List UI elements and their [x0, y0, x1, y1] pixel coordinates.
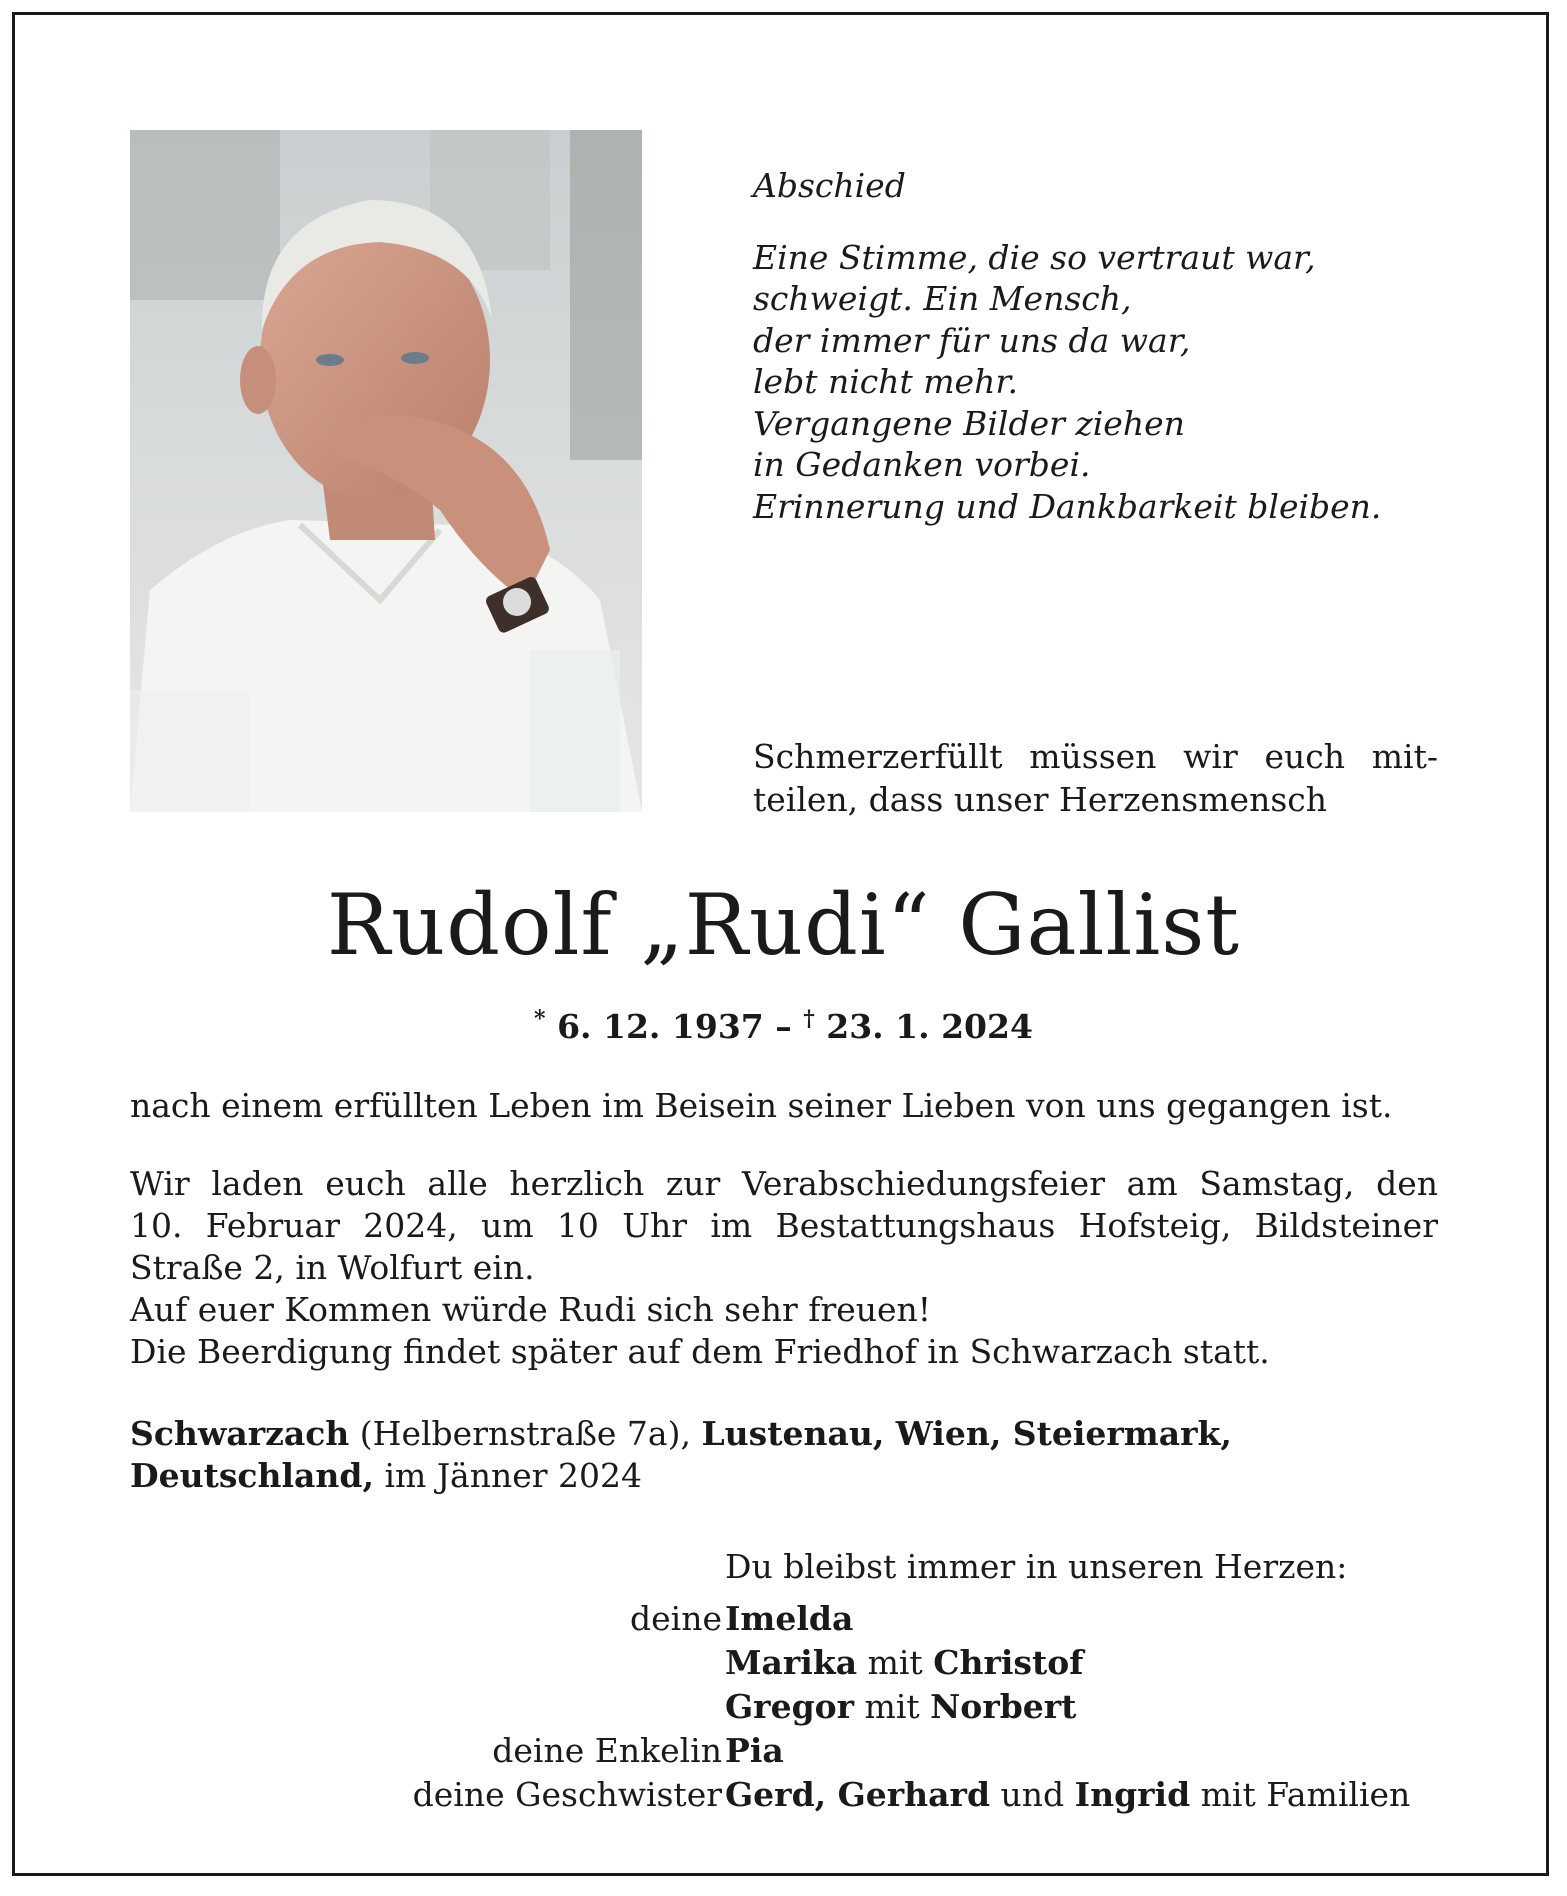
family-names [725, 1685, 1076, 1729]
death-symbol: † [803, 1006, 815, 1032]
place-date: im Jänner 2024 [374, 1456, 643, 1495]
poem-line: Erinnerung und Dankbarkeit bleiben. [753, 486, 1382, 526]
invitation-line-4: Auf euer Kommen würde Rudi sich sehr freuen! [130, 1290, 932, 1329]
family-row [0, 1597, 1567, 1641]
family-relation: deine Geschwister [412, 1775, 722, 1814]
invitation-line-1: Wir laden euch alle herzlich zur Verabschiedungsfeier am Samstag, den [130, 1164, 1438, 1203]
family-member-name: Ingrid [1074, 1775, 1191, 1814]
places-text [130, 1413, 1438, 1497]
intro-text [753, 735, 1438, 821]
family-member-name: Gerd, Gerhard [725, 1775, 991, 1814]
place-address: (Helbernstraße 7a), [349, 1414, 702, 1453]
family-names [725, 1773, 1410, 1817]
portrait-photo [130, 130, 642, 812]
passing-text [130, 1085, 1438, 1127]
passing-line: nach einem erfüllten Leben im Beisein seiner Lieben von uns gegangen ist. [130, 1086, 1393, 1125]
family-member-name: Norbert [930, 1687, 1077, 1726]
deceased-name: Rudolf „Rudi“ Gallist [326, 876, 1241, 974]
family-connector: mit [854, 1687, 931, 1726]
invitation-line-5: Die Beerdigung findet später auf dem Friedhof in Schwarzach statt. [130, 1332, 1270, 1371]
family-member-name: Pia [725, 1731, 784, 1770]
poem-line: in Gedanken vorbei. [753, 445, 1091, 484]
family-list [0, 1597, 1567, 1817]
family-relation: deine [630, 1599, 722, 1638]
family-connector: und [990, 1775, 1075, 1814]
family-names [725, 1641, 1083, 1685]
place-deutschland: Deutschland, [130, 1456, 374, 1495]
places-line-1 [130, 1413, 1438, 1455]
place-others: Lustenau, Wien, Steiermark, [701, 1414, 1232, 1453]
family-row [0, 1729, 1567, 1773]
family-relation: deine Enkelin [492, 1731, 722, 1770]
birth-date: 6. 12. 1937 [557, 1007, 764, 1046]
intro-line-1: Schmerzerfüllt müssen wir euch mit- [753, 737, 1438, 776]
poem-line: schweigt. Ein Mensch, [753, 279, 1132, 318]
place-schwarzach: Schwarzach [130, 1414, 350, 1453]
poem-line: lebt nicht mehr. [753, 362, 1018, 401]
invitation-line-2: 10. Februar 2024, um 10 Uhr im Bestattungshaus Hofsteig, Bildsteiner [130, 1206, 1438, 1245]
poem-line: Eine Stimme, die so vertraut war, [753, 237, 1316, 277]
family-names [725, 1729, 784, 1773]
family-member-name: Christof [933, 1643, 1084, 1682]
life-dates [0, 997, 1567, 1049]
poem-line: der immer für uns da war, [753, 320, 1191, 360]
places-line-2 [130, 1455, 1438, 1497]
family-row [0, 1773, 1567, 1817]
family-row [0, 1685, 1567, 1729]
poem [753, 165, 1453, 527]
death-date: 23. 1. 2024 [826, 1007, 1033, 1046]
family-member-name: Marika [725, 1643, 858, 1682]
invitation-text [130, 1163, 1438, 1373]
family-member-name: Imelda [725, 1599, 854, 1638]
family-names [725, 1597, 853, 1641]
family-member-name: Gregor [725, 1687, 855, 1726]
birth-symbol: * [534, 1006, 546, 1032]
date-separator: – [763, 1007, 804, 1046]
poem-line: Vergangene Bilder ziehen [753, 403, 1185, 443]
family-connector: mit [857, 1643, 934, 1682]
family-heading: Du bleibst immer in unseren Herzen: [725, 1547, 1348, 1586]
invitation-line-3: Straße 2, in Wolfurt ein. [130, 1248, 535, 1287]
poem-title: Abschied [753, 166, 906, 205]
family-connector: mit Familien [1190, 1775, 1411, 1814]
intro-line-2: teilen, dass unser Herzensmensch [753, 780, 1327, 819]
family-row [0, 1641, 1567, 1685]
